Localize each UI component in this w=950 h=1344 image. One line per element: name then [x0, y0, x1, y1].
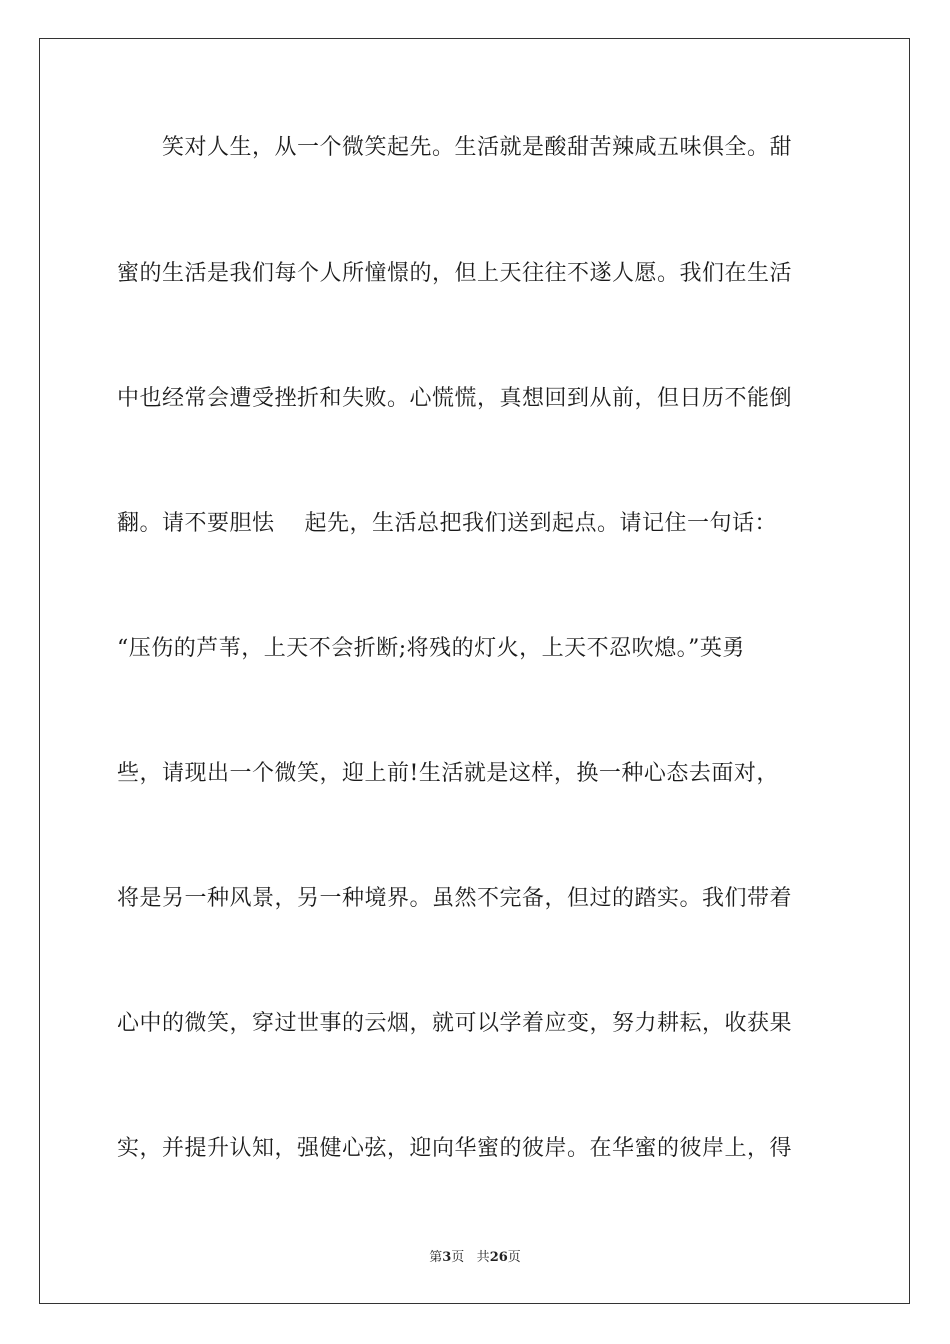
text-line-2: 蜜的生活是我们每个人所憧憬的，但上天往往不遂人愿。我们在生活: [117, 261, 793, 286]
footer-total-prefix: 共: [476, 1250, 490, 1265]
current-page-number: 3: [442, 1250, 452, 1265]
text-line-5: “压伤的芦苇，上天不会折断;将残的灯火，上天不忍吹熄。”英勇: [117, 636, 745, 661]
footer-total-suffix: 页: [507, 1250, 521, 1265]
page-footer: [0, 1246, 950, 1265]
footer-page-suffix: 页: [451, 1250, 465, 1265]
total-page-count: 26: [489, 1250, 508, 1265]
page-frame: [39, 38, 910, 1304]
text-line-9: 实，并提升认知，强健心弦，迎向华蜜的彼岸。在华蜜的彼岸上，得: [117, 1136, 793, 1161]
text-line-4: 翻。请不要胆怯 起先，生活总把我们送到起点。请记住一句话：: [117, 511, 777, 536]
text-line-3: 中也经常会遭受挫折和失败。心慌慌，真想回到从前，但日历不能倒: [117, 386, 793, 411]
text-line-6: 些，请现出一个微笑，迎上前!生活就是这样，换一种心态去面对，: [117, 761, 779, 786]
text-line-8: 心中的微笑，穿过世事的云烟，就可以学着应变，努力耕耘，收获果: [117, 1011, 793, 1036]
text-line-1: 笑对人生，从一个微笑起先。生活就是酸甜苦辣咸五味俱全。甜: [117, 135, 793, 160]
footer-prefix: 第: [429, 1250, 443, 1265]
text-line-7: 将是另一种风景，另一种境界。虽然不完备，但过的踏实。我们带着: [117, 886, 793, 911]
